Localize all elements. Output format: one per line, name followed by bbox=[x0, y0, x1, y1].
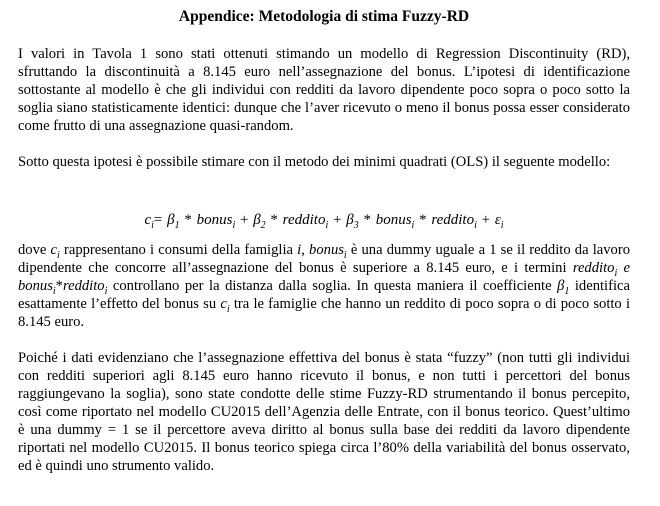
formula-beta1: β bbox=[167, 212, 175, 228]
regression-formula: $c_i= \beta_1$ * bonus$_i$ + $\beta_2$ * reddito$_i$ + $\beta_3$ * bonus$_i$ * reddito$_i$ + $\varepsilon_i$ bbox=[144, 212, 504, 231]
paragraph-fuzzy-rd: Poiché i dati evidenziano che l’assegnazione effettiva del bonus è stata “fuzzy” (non tutti gli individui con redditi superiori agli 8.145 euro hanno ricevuto il bonus, e non tutti i percettori del bonus raggiungevano la soglia), sono state condotte delle stime Fuzzy-RD strumentando il bonus percepito, così come riportato nel modello CU2015 dell’Agenzia delle Entrate, con il bonus teorico. Quest’ultimo è una dummy = 1 se il percettore aveva diritto al bonus sulla base dei redditi da lavoro dipendente riportati nel modello CU2015. Il bonus teorico spiega circa l’80% della variabilità del bonus osservato, ed è quindi uno strumento valido. bbox=[18, 350, 630, 474]
formula-reddito: reddito bbox=[282, 212, 326, 228]
formula-lhs: c bbox=[144, 212, 152, 228]
paragraph-variables: dove $c_i$ rappresentano i consumi della famiglia i, bonus$_i$ è una dummy uguale a 1 se il reddito da lavoro dipendente che concorre all’assegnazione del bonus è superiore a 8.145 euro, e i termini reddito$_i$ e bonus$_i$*reddito$_i$ controllano per la distanza dalla soglia. In questa maniera il coefficiente $\beta_1$ identifica esattamente l’effetto del bonus su $c_i$ tra le famiglie che hanno un reddito di poco sopra o di poco sotto i 8.145 euro. bbox=[18, 242, 631, 330]
formula-epsilon: ε bbox=[494, 212, 501, 228]
appendix-title: Appendice: Metodologia di stima Fuzzy-RD bbox=[178, 8, 470, 25]
paragraph-ols-hypothesis: Sotto questa ipotesi è possibile stimare con il metodo dei minimi quadrati (OLS) il seguente modello: bbox=[18, 154, 611, 170]
formula-reddito-interaction: reddito bbox=[431, 212, 475, 228]
formula-bonus: bonus bbox=[196, 212, 233, 228]
formula-bonus-interaction: bonus bbox=[375, 212, 412, 228]
paragraph-rd-model: I valori in Tavola 1 sono stati ottenuti stimando un modello di Regression Discontinuity (RD), sfruttando la discontinuità a 8.145 euro nell’assegnazione del bonus. L’ipotesi di identificazione sottostante al modello è che gli individui con redditi da lavoro dipendente poco sopra o poco sotto la soglia siano statisticamente identici: dunque che l’aver ricevuto o meno il bonus possa esser considerato come frutto di una assegnazione quasi-random. bbox=[18, 46, 630, 134]
formula-beta2: β bbox=[253, 212, 261, 228]
formula-beta3: β bbox=[346, 212, 354, 228]
